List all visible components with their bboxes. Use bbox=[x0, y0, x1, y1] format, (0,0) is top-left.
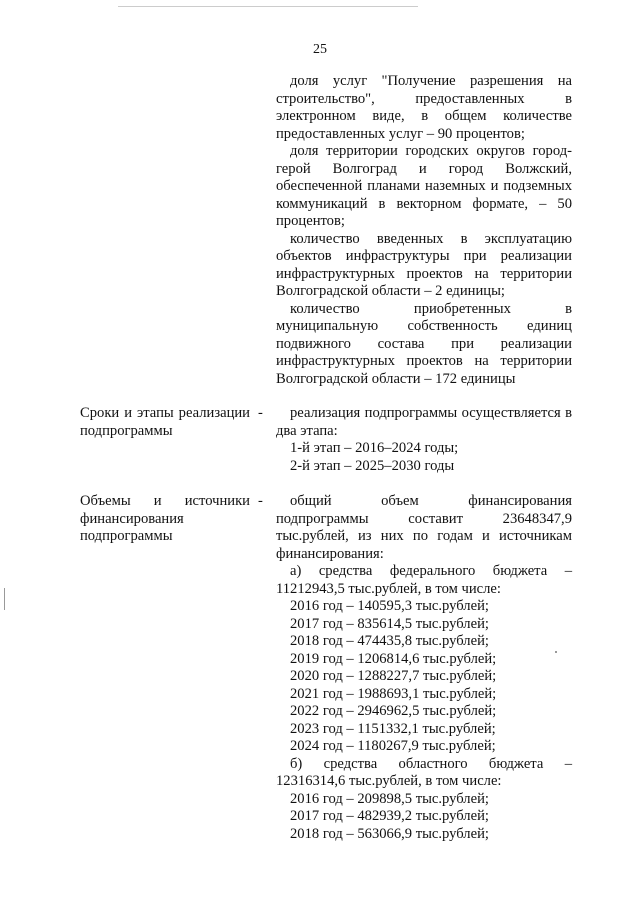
terms-intro: реализация подпрограммы осуществляется в два этапа: bbox=[276, 405, 572, 439]
terms-block bbox=[276, 405, 572, 475]
federal-heading: а) средства федерального бюджета – 11212943,5 тыс.рублей, в том числе: bbox=[276, 563, 572, 597]
funding-label: Объемы и источники финансирования подпрограммы bbox=[80, 493, 250, 544]
regional-heading: б) средства областного бюджета – 12316314,6 тыс.рублей, в том числе: bbox=[276, 755, 572, 789]
regional-year-item: 2017 год – 482939,2 тыс.рублей; bbox=[290, 808, 489, 824]
funding-block bbox=[276, 493, 572, 843]
regional-year-item: 2018 год – 563066,9 тыс.рублей; bbox=[290, 825, 489, 842]
scan-mark-left bbox=[4, 588, 5, 610]
paragraph: доля территории городских округов город-герой Волгоград и город Волжский, обеспеченной планами наземных и подземных коммуникаций в векторном формате, – 50 процентов; bbox=[276, 143, 572, 229]
funding-dash: - bbox=[258, 493, 263, 509]
federal-year-item: 2023 год – 1151332,1 тыс.рублей; bbox=[290, 720, 496, 737]
regional-year-item: 2016 год – 209898,5 тыс.рублей; bbox=[290, 790, 489, 807]
federal-year-item: 2017 год – 835614,5 тыс.рублей; bbox=[290, 615, 489, 632]
federal-year-item: 2022 год – 2946962,5 тыс.рублей; bbox=[290, 703, 497, 719]
paragraph: количество приобретенных в муниципальную собственность единиц подвижного состава при реализации инфраструктурных проектов на территории Волгоградской области – 172 единицы bbox=[276, 300, 572, 387]
page-number: 25 bbox=[313, 42, 327, 57]
stage-item: 1-й этап – 2016–2024 годы; bbox=[290, 440, 459, 456]
terms-label: Сроки и этапы реализации подпрограммы bbox=[80, 405, 250, 439]
top-block bbox=[276, 73, 572, 388]
funding-intro: общий объем финансирования подпрограммы составит 23648347,9 тыс.рублей, из них по годам и источникам финансирования: bbox=[276, 493, 572, 562]
federal-year-item: 2016 год – 140595,3 тыс.рублей; bbox=[290, 598, 489, 614]
paragraph: количество введенных в эксплуатацию объектов инфраструктуры при реализации инфраструктурных проектов на территории Волгоградской области – 2 единицы; bbox=[276, 230, 572, 299]
federal-year-item: 2019 год – 1206814,6 тыс.рублей; bbox=[290, 650, 497, 667]
federal-year-item: 2021 год – 1988693,1 тыс.рублей; bbox=[290, 685, 497, 702]
paragraph: доля услуг "Получение разрешения на строительство", предоставленных в электронном виде, в общем количестве предоставленных услуг – 90 процентов; bbox=[276, 73, 572, 142]
stage-item: 2-й этап – 2025–2030 годы bbox=[290, 457, 455, 474]
terms-dash: - bbox=[258, 405, 263, 421]
federal-year-item: 2020 год – 1288227,7 тыс.рублей; bbox=[290, 668, 497, 684]
scan-mark-top bbox=[118, 6, 418, 7]
federal-year-item: 2024 год – 1180267,9 тыс.рублей; bbox=[290, 738, 496, 754]
federal-year-item: 2018 год – 474435,8 тыс.рублей; bbox=[290, 633, 489, 649]
